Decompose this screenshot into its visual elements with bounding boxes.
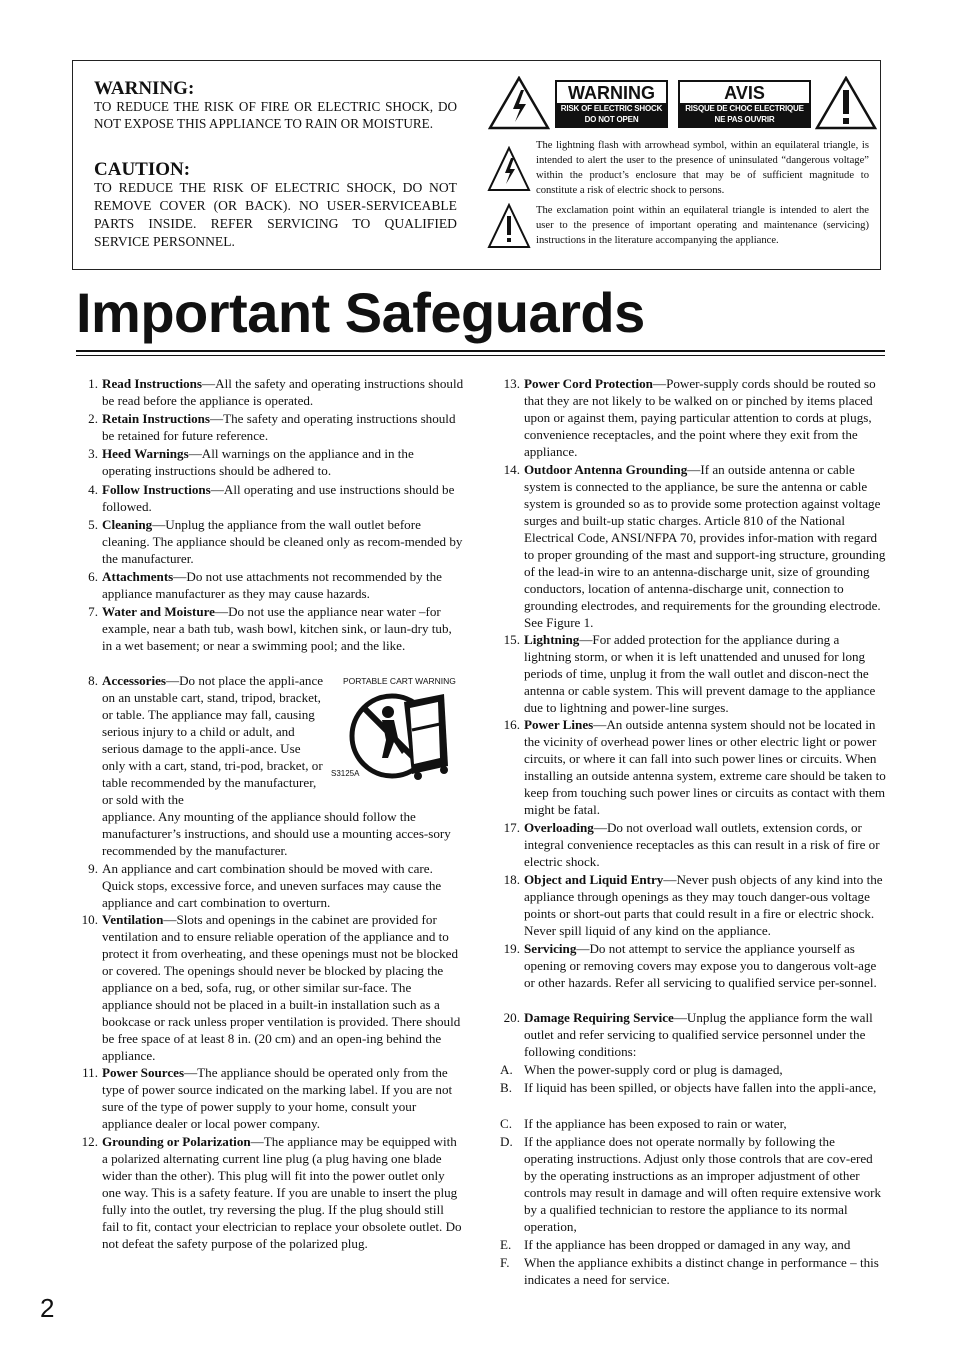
exclamation-triangle-icon — [815, 76, 877, 130]
cart-warning-label: PORTABLE CART WARNING — [343, 676, 456, 686]
warning-label-line2: DO NOT OPEN — [584, 115, 639, 124]
avis-label — [678, 80, 811, 128]
exclamation-explanation: The exclamation point within an equilateral triangle is intended to alert the user to the presence of important operating and maintenance (servicing) instructions in the literature accompanying the appliance. — [536, 205, 869, 246]
warning-text: TO REDUCE THE RISK OF FIRE OR ELECTRIC SHOCK, DO NOT EXPOSE THIS APPLIANCE TO RAIN OR MOISTURE. — [94, 99, 457, 131]
portable-cart-warning-icon — [348, 690, 454, 782]
warning-heading: WARNING: — [94, 78, 195, 99]
warning-label-line1: RISK OF ELECTRIC SHOCK — [560, 104, 663, 113]
page-title: Important Safeguards — [76, 281, 645, 344]
title-rule-thin — [76, 355, 885, 356]
exclamation-symbol-icon — [487, 203, 531, 249]
caution-heading: CAUTION: — [94, 159, 191, 180]
lightning-explanation: The lightning flash with arrowhead symbol, within an equilateral triangle, is intended to alert the user to the presence of uninsulated “dangerous voltage” within the product’s enclosure that may be of sufficient magnitude to constitute a risk of electric shock to persons. — [536, 140, 869, 196]
avis-label-line2: NE PAS OUVRIR — [714, 115, 775, 124]
avis-label-title: AVIS — [680, 82, 809, 103]
title-rule-thick — [76, 350, 885, 352]
lightning-symbol-icon — [487, 146, 531, 192]
warning-label — [555, 80, 668, 128]
caution-text: TO REDUCE THE RISK OF ELECTRIC SHOCK, DO NOT REMOVE COVER (OR BACK). NO USER-SERVICEABLE PARTS INSIDE. REFER SERVICING TO QUALIFIED SERVICE PERSONNEL. — [94, 180, 457, 249]
cart-warning-code: S3125A — [331, 769, 360, 778]
avis-label-line1: RISQUE DE CHOC ELECTRIQUE — [685, 104, 804, 113]
page-number: 2 — [40, 1293, 55, 1323]
list-item-8: 8. Accessories—Do not place the appli-ance on an unstable cart, stand, tripod, bracket, or table. The appliance may fall, causing serious injury to a child or adult, and serious damage to the appli-ance. Use only with a cart, stand, tri-pod, bracket, or table recommended by the manufacturer, or sold with the — [88, 673, 324, 807]
warning-label-title: WARNING — [557, 82, 666, 103]
lightning-triangle-icon — [488, 76, 550, 130]
